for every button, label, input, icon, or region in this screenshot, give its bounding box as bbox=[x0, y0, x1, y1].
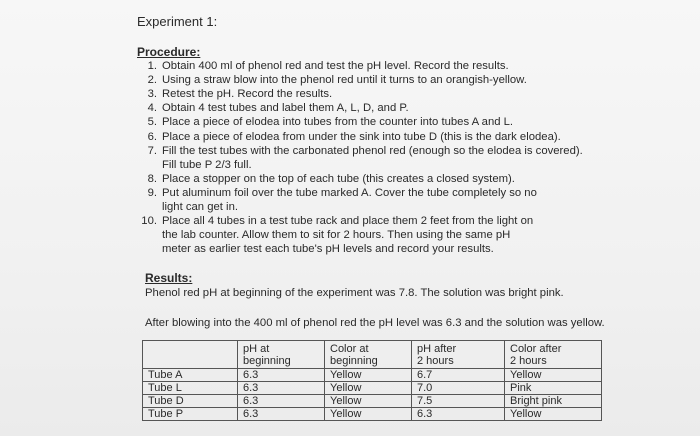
table-cell: 7.0 bbox=[412, 382, 505, 395]
table-row bbox=[143, 382, 602, 395]
procedure-step bbox=[137, 187, 537, 200]
step-number: 7. bbox=[147, 144, 157, 157]
table-cell: Bright pink bbox=[505, 395, 602, 408]
table-header-cell: Color after 2 hours bbox=[505, 341, 602, 369]
table-cell: 6.3 bbox=[238, 395, 325, 408]
table-cell: Yellow bbox=[325, 369, 412, 382]
step-text: Place a piece of elodea from under the sink into tube D (this is the dark elodea). bbox=[162, 130, 561, 143]
table-row-label: Tube A bbox=[143, 369, 238, 382]
procedure-step bbox=[137, 102, 409, 115]
procedure-step-continuation: meter as earlier test each tube's pH levels and record your results. bbox=[162, 243, 494, 256]
table-cell: Yellow bbox=[325, 382, 412, 395]
procedure-step bbox=[137, 145, 583, 158]
step-number: 3. bbox=[147, 88, 157, 101]
table-header-cell bbox=[143, 341, 238, 369]
results-after-blowing-text: After blowing into the 400 ml of phenol red the pH level was 6.3 and the solution was yellow. bbox=[145, 317, 605, 329]
table-cell: Yellow bbox=[325, 395, 412, 408]
procedure-step bbox=[137, 60, 509, 73]
procedure-step bbox=[137, 88, 332, 101]
table-cell: Yellow bbox=[505, 408, 602, 421]
table-cell: Yellow bbox=[325, 408, 412, 421]
table-row bbox=[143, 369, 602, 382]
step-text: Put aluminum foil over the tube marked A. Cover the tube completely so no bbox=[162, 186, 537, 199]
table-cell: Yellow bbox=[505, 369, 602, 382]
procedure-step bbox=[137, 173, 515, 186]
step-number: 1. bbox=[147, 60, 157, 72]
page-title: Experiment 1: bbox=[137, 14, 218, 29]
table-row-label: Tube D bbox=[143, 395, 238, 408]
results-table bbox=[142, 340, 602, 421]
table-cell: 6.3 bbox=[238, 369, 325, 382]
table-header-cell: pH after 2 hours bbox=[412, 341, 505, 369]
table-header-cell: pH at beginning bbox=[238, 341, 325, 369]
step-number: 6. bbox=[147, 130, 157, 143]
table-cell: 6.7 bbox=[412, 369, 505, 382]
table-cell: Pink bbox=[505, 382, 602, 395]
table-row-label: Tube L bbox=[143, 382, 238, 395]
table-row-label: Tube P bbox=[143, 408, 238, 421]
table-header-cell: Color at beginning bbox=[325, 341, 412, 369]
step-text: Place all 4 tubes in a test tube rack and place them 2 feet from the light on bbox=[162, 215, 534, 228]
step-text: Fill the test tubes with the carbonated phenol red (enough so the elodea is covered). bbox=[162, 144, 583, 157]
table-row bbox=[143, 395, 602, 408]
step-text: Using a straw blow into the phenol red until it turns to an orangish-yellow. bbox=[162, 74, 527, 87]
table-cell: 6.3 bbox=[238, 408, 325, 421]
table-header-row bbox=[143, 341, 602, 369]
procedure-step bbox=[137, 215, 533, 228]
procedure-step-continuation: the lab counter. Allow them to sit for 2 hours. Then using the same pH bbox=[162, 229, 511, 242]
procedure-step bbox=[137, 116, 513, 129]
step-text: Obtain 4 test tubes and label them A, L, D, and P. bbox=[162, 102, 409, 115]
procedure-heading: Procedure: bbox=[137, 45, 201, 59]
procedure-step bbox=[137, 131, 561, 144]
procedure-step bbox=[137, 74, 527, 87]
step-text: Retest the pH. Record the results. bbox=[162, 88, 333, 101]
step-text: Place a stopper on the top of each tube (this creates a closed system). bbox=[162, 172, 515, 185]
step-number: 5. bbox=[147, 116, 157, 129]
table-cell: 7.5 bbox=[412, 395, 505, 408]
step-number: 4. bbox=[147, 102, 157, 115]
step-text: Obtain 400 ml of phenol red and test the pH level. Record the results. bbox=[162, 60, 509, 72]
step-number: 9. bbox=[147, 186, 157, 199]
results-heading: Results: bbox=[145, 271, 193, 285]
step-number: 8. bbox=[147, 172, 157, 185]
results-initial-text: Phenol red pH at beginning of the experiment was 7.8. The solution was bright pink. bbox=[145, 287, 564, 299]
table-row bbox=[143, 408, 602, 421]
procedure-step-continuation: light can get in. bbox=[162, 201, 238, 213]
table-cell: 6.3 bbox=[238, 382, 325, 395]
step-number: 10. bbox=[141, 215, 157, 228]
procedure-step-continuation: Fill tube P 2/3 full. bbox=[162, 158, 252, 171]
step-text: Place a piece of elodea into tubes from the counter into tubes A and L. bbox=[162, 116, 514, 129]
table-cell: 6.3 bbox=[412, 408, 505, 421]
step-number: 2. bbox=[147, 74, 157, 87]
